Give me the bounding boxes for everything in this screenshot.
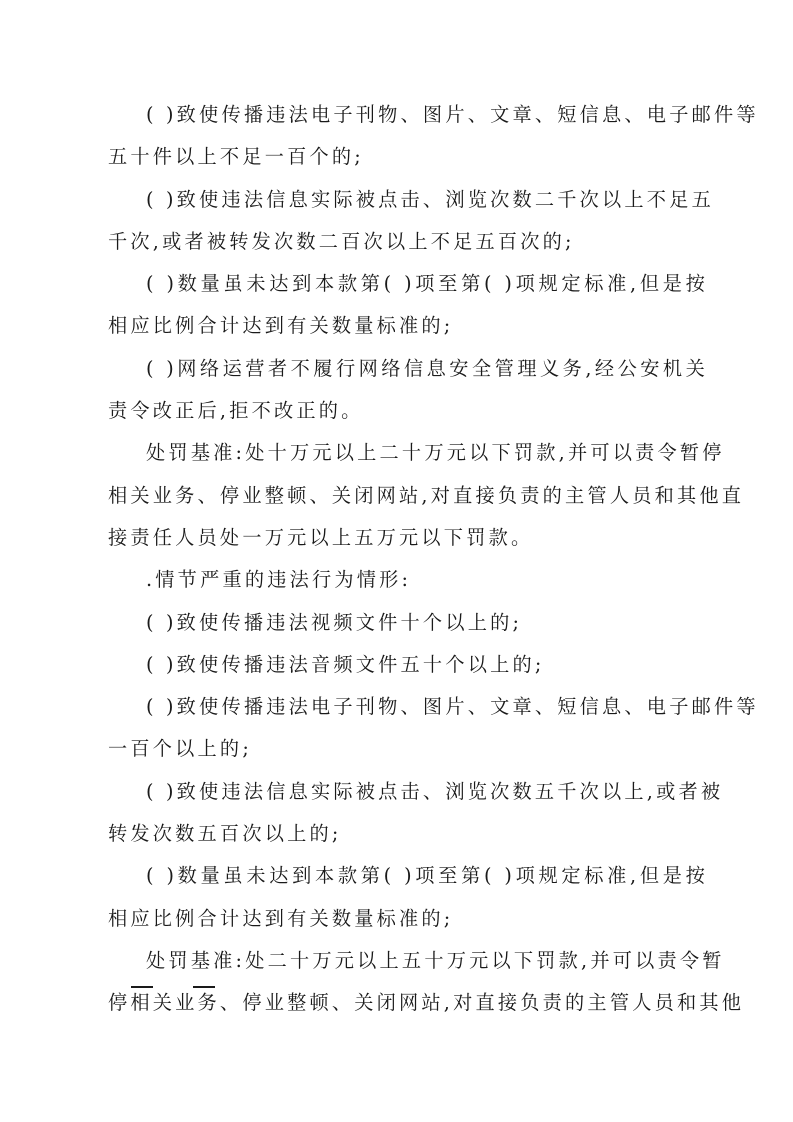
text-line: ( )致使传播违法音频文件五十个以上的; bbox=[146, 652, 545, 676]
text-line: 处罚基准:处二十万元以上五十万元以下罚款,并可以责令暂 bbox=[146, 948, 725, 972]
text-line: ( )致使传播违法视频文件十个以上的; bbox=[146, 610, 523, 634]
page-footer bbox=[0, 972, 793, 1002]
text-line: 处罚基准:处十万元以上二十万元以下罚款,并可以责令暂停 bbox=[146, 441, 725, 465]
text-line: 接责任人员处一万元以上五万元以下罚款。 bbox=[108, 525, 534, 549]
text-line: ( )致使传播违法电子刊物、图片、文章、短信息、电子邮件等 bbox=[146, 695, 759, 719]
text-line: ( )数量虽未达到本款第( )项至第( )项规定标准,但是按 bbox=[146, 864, 708, 888]
footer-right-dash bbox=[193, 986, 215, 988]
text-line: 转发次数五百次以上的; bbox=[108, 822, 342, 846]
text-line: 五十件以上不足一百个的; bbox=[108, 145, 364, 169]
text-line: 相应比例合计达到有关数量标准的; bbox=[108, 906, 454, 930]
footer-left-dash bbox=[131, 986, 153, 988]
text-line: ( )致使违法信息实际被点击、浏览次数五千次以上,或者被 bbox=[146, 779, 724, 803]
text-line: ( )数量虽未达到本款第( )项至第( )项规定标准,但是按 bbox=[146, 272, 708, 296]
text-line: 相关业务、停业整顿、关闭网站,对直接负责的主管人员和其他直 bbox=[108, 483, 745, 507]
text-line: 停相关业务、停业整顿、关闭网站,对直接负责的主管人员和其他 bbox=[108, 991, 745, 1015]
text-line: 千次,或者被转发次数二百次以上不足五百次的; bbox=[108, 229, 575, 253]
text-line: 一百个以上的; bbox=[108, 737, 252, 761]
text-line: 相应比例合计达到有关数量标准的; bbox=[108, 314, 454, 338]
text-line: ( )致使违法信息实际被点击、浏览次数二千次以上不足五 bbox=[146, 187, 714, 211]
text-line: .情节严重的违法行为情形: bbox=[146, 568, 412, 592]
text-line: ( )致使传播违法电子刊物、图片、文章、短信息、电子邮件等 bbox=[146, 103, 759, 126]
text-line: 责令改正后,拒不改正的。 bbox=[108, 399, 364, 423]
document-body bbox=[108, 97, 759, 1028]
text-line: ( )网络运营者不履行网络信息安全管理义务,经公安机关 bbox=[146, 356, 708, 380]
